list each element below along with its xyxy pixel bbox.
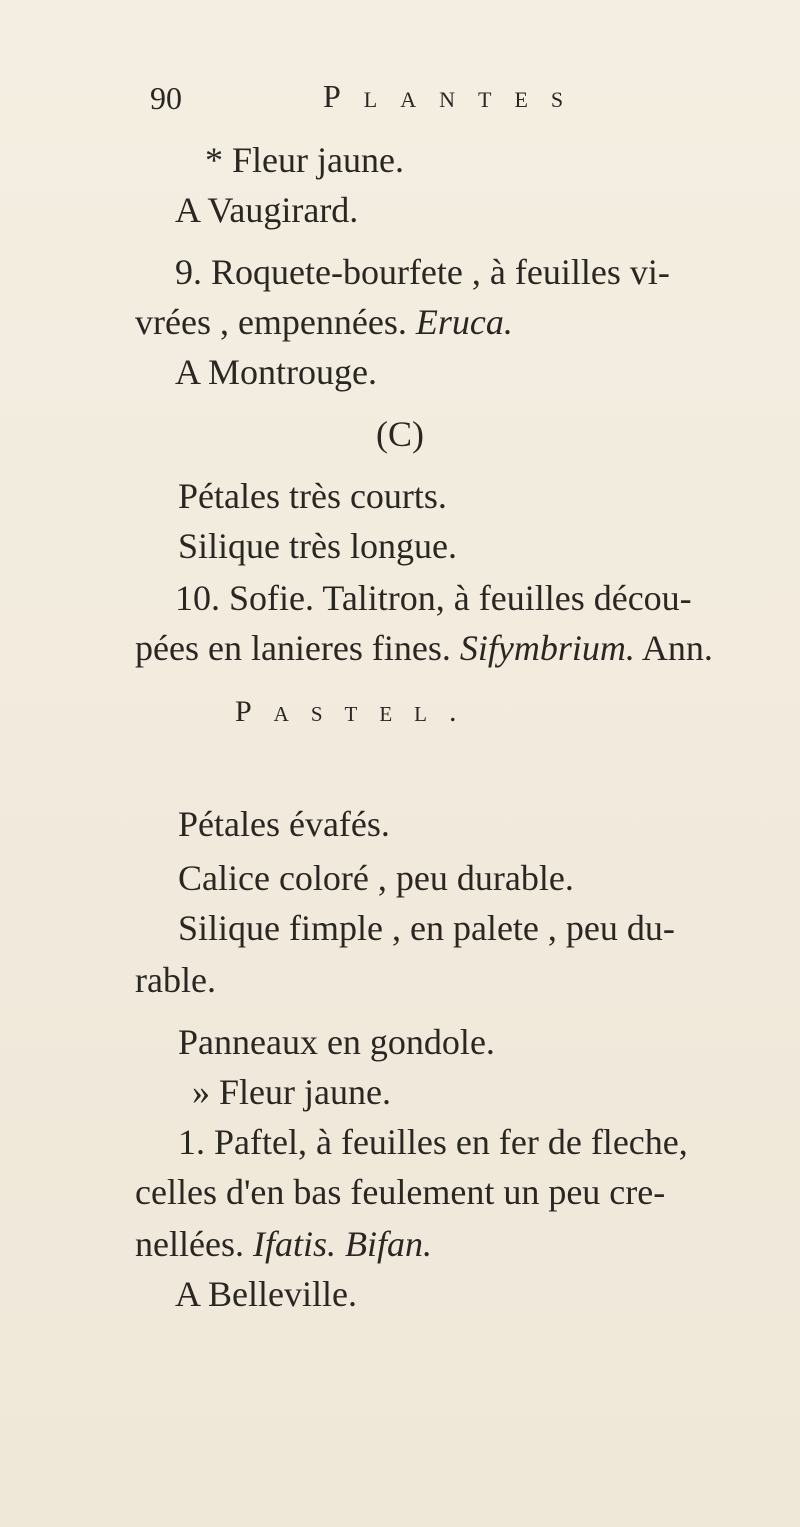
latin-name: Ifatis.	[252, 1224, 336, 1264]
text-line: Pétales très courts.	[178, 476, 447, 516]
text-line: * Fleur jaune.	[205, 140, 404, 180]
latin-name: Eruca.	[415, 302, 513, 342]
text-line	[135, 300, 513, 344]
text-line: Calice coloré , peu durable.	[178, 858, 574, 898]
text-span: Ann.	[641, 628, 713, 668]
running-title: Plantes	[323, 78, 587, 114]
text-line: A Belleville.	[175, 1274, 357, 1314]
text-line: A Vaugirard.	[175, 190, 359, 230]
text-span: vrées , empennées.	[135, 302, 407, 342]
text-line: celles d'en bas feulement un peu cre-	[135, 1172, 666, 1212]
text-line: Silique fimple , en palete , peu du-	[178, 908, 675, 948]
text-span: pées en lanieres fines.	[135, 628, 451, 668]
text-line: 10. Sofie. Talitron, à feuilles décou-	[175, 578, 692, 618]
latin-name: Sifymbrium.	[459, 628, 635, 668]
latin-name: Bifan.	[344, 1224, 432, 1264]
page-number: 90	[150, 80, 182, 116]
text-line: 1. Paftel, à feuilles en fer de fleche,	[178, 1122, 688, 1162]
text-line: Silique très longue.	[178, 526, 457, 566]
text-line: Panneaux en gondole.	[178, 1022, 495, 1062]
text-line: A Montrouge.	[175, 352, 377, 392]
text-line	[135, 626, 713, 670]
text-line: Pétales évafés.	[178, 804, 390, 844]
section-heading-pastel: Pastel.	[235, 695, 479, 728]
text-line: » Fleur jaune.	[192, 1072, 391, 1112]
text-line	[135, 1222, 432, 1266]
text-line: rable.	[135, 960, 216, 1000]
text-span: nellées.	[135, 1224, 244, 1264]
text-line: 9. Roquete-bourfete , à feuilles vi-	[175, 252, 670, 292]
section-heading-c: (C)	[376, 414, 424, 454]
